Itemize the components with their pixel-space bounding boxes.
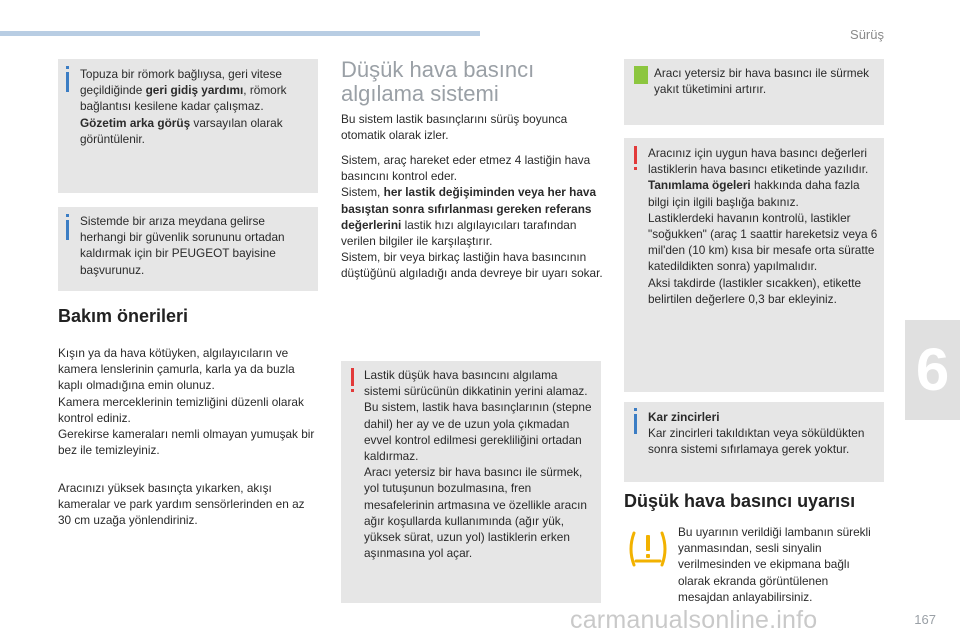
section-label: Sürüş: [850, 27, 884, 42]
chapter-tab: [905, 320, 960, 420]
tyre-pressure-warning-lamp-icon: [626, 527, 670, 571]
info-icon: [66, 72, 69, 92]
eco-box-text: Aracı yetersiz bir hava basıncı ile sürmek yakıt tüketimini artırır.: [654, 66, 870, 97]
heading-maintenance: Bakım önerileri: [58, 306, 189, 326]
heading-low-pressure-system: Düşük hava basıncı algılama sistemi: [341, 57, 535, 106]
system-description: Sistem, araç hareket eder etmez 4 lastiğin hava basıncını kontrol eder. Sistem, her lastik değişiminden veya her hava basıştan sonra sıfırlanması gereken referans değerlerini lastik hızı algılayıcıları tarafından verilen bilgiler ile karşılaştırır. Sistem, bir veya birkaç lastiğin hava basıncının düştüğünü algıladığı anda devreye bir uyarı sokar.: [341, 153, 603, 281]
chapter-number: 6: [915, 336, 950, 403]
info-icon: [66, 220, 69, 240]
info-box-fault-text: Sistemde bir arıza meydana gelirse herhangi bir güvenlik sorununu ortadan kaldırmak için bir PEUGEOT bayisine başvurunuz.: [80, 214, 285, 277]
info-icon: [634, 414, 637, 434]
system-intro: Bu sistem lastik basınçlarını sürüş boyunca otomatik olarak izler.: [341, 112, 568, 143]
warning-icon: [634, 146, 637, 164]
watermark: carmanualsonline.info: [570, 606, 818, 634]
warning-box-pressure-text: Aracınız için uygun hava basıncı değerleri lastiklerin hava basıncı etiketinde yazılıdır. Tanımlama ögeleri hakkında daha fazla bilgi için ilgili başlığa bakınız. Lastiklerdeki havanın kontrolü, lastikler "soğukken" (araç 1 saattir hareketsiz veya 6 mil'den (10 km) kısa bir mesafe orta süratte katedildikten sonra) yapılmalıdır. Aksi takdirde (lastikler sıcakken), etikette belirtilen değerlere 0,3 bar ekleyiniz.: [648, 146, 878, 306]
info-box-snow-chains-text: Kar zincirleri Kar zincirleri takıldıktan veya söküldükten sonra sistemi sıfırlamaya gerek yoktur.: [648, 410, 865, 457]
page-number: 167: [914, 612, 936, 627]
warning-description: Bu uyarının verildiği lambanın sürekli yanmasından, sesli sinyalin verilmesinden ve ekipmana bağlı olarak ekranda görüntülenen mesajdan anlayabilirsiniz.: [678, 525, 871, 604]
heading-low-pressure-warning: Düşük hava basıncı uyarısı: [624, 491, 856, 511]
top-accent-bar: [0, 31, 480, 36]
info-box-trailer-text: Topuza bir römork bağlıysa, geri vitese geçildiğinde geri gidiş yardımı, römork bağlantısı kesilene kadar çalışmaz. Gözetim arka görüş varsayılan olarak görüntülenir.: [80, 67, 287, 146]
warning-box-system-text: Lastik düşük hava basıncını algılama sistemi sürücünün dikkatinin yerini alamaz. Bu sistem, lastik hava basınçlarının (stepne dahil) her ay ve de uzun yola çıkmadan evvel kontrol edilmesi gerekliliğini ortadan kaldırmaz. Aracı yetersiz bir hava basıncı ile sürmek, yol tutuşunun bozulmasına, fren mesafelerinin artmasına ve özellikle aracın ağır koşullarda kullanımında (ağır yük, yüksek sürat, uzun yol) lastiklerin erken aşınmasına yol açar.: [364, 368, 592, 561]
pressure-wash-paragraph: Aracınızı yüksek basınçta yıkarken, akışı kameralar ve park yardım sensörlerinden en az 30 cm uzağa yönlendiriniz.: [58, 481, 305, 528]
warning-icon: [351, 368, 354, 386]
maintenance-paragraph: Kışın ya da hava kötüyken, algılayıcıların ve kamera lenslerinin çamurla, karla ya da buzla kaplı olmadığına emin olunuz. Kamera merceklerinin temizliğini düzenli olarak kontrol ediniz. Gerekirse kameraları nemli olmayan yumuşak bir bez ile temizleyiniz.: [58, 346, 315, 458]
check-icon: [634, 66, 648, 84]
